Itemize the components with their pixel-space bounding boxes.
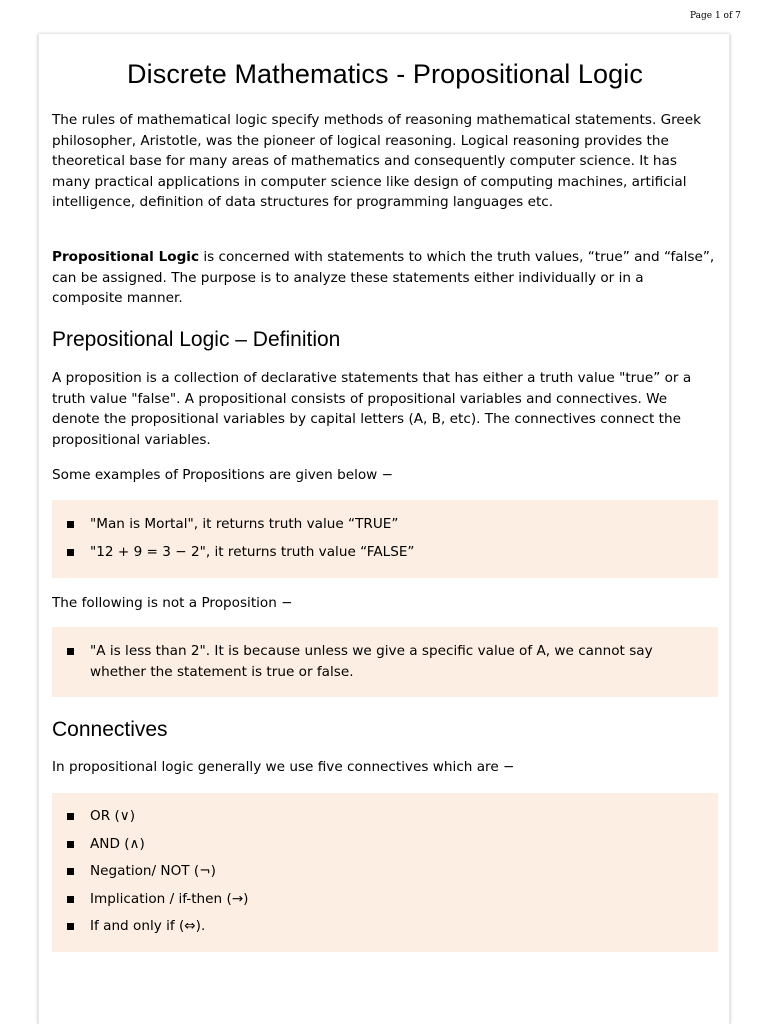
propositional-logic-paragraph xyxy=(52,247,718,309)
list-item: Implication / if-then (→) xyxy=(52,889,718,910)
connectives-intro: In propositional logic generally we use five connectives which are − xyxy=(52,759,515,775)
list-item: AND (∧) xyxy=(52,834,718,855)
definition-heading: Prepositional Logic – Definition xyxy=(52,328,341,351)
connectives-heading: Connectives xyxy=(52,718,168,741)
propositional-logic-text: is concerned with statements to which the truth values, “true” and “false”, can be assigned. The purpose is to analyze these statements either individually or in a composite manner. xyxy=(52,249,715,306)
page-title: Discrete Mathematics - Propositional Logic xyxy=(127,59,643,89)
list-item: "Man is Mortal", it returns truth value “TRUE” xyxy=(52,514,718,535)
list-item: OR (∨) xyxy=(52,806,718,827)
intro-paragraph: The rules of mathematical logic specify methods of reasoning mathematical statements. Greek philosopher, Aristotle, was the pioneer of logical reasoning. Logical reasoning provides the theoretical base for many areas of mathematics and consequently computer science. It has many practical applications in computer science like design of computing machines, artificial intelligence, definition of data structures for programming languages etc. xyxy=(52,112,702,210)
propositional-logic-term: Propositional Logic xyxy=(52,249,200,265)
not-proposition-list xyxy=(52,627,718,682)
examples-intro: Some examples of Propositions are given below − xyxy=(52,467,393,483)
document-page xyxy=(38,34,730,1024)
connectives-list xyxy=(52,793,718,937)
list-item: "12 + 9 = 3 − 2", it returns truth value “FALSE” xyxy=(52,542,718,563)
list-item: "A is less than 2". It is because unless we give a specific value of A, we cannot say whether the statement is true or false. xyxy=(52,641,718,682)
not-proposition-box xyxy=(52,627,718,697)
examples-box xyxy=(52,500,718,578)
page-number: Page 1 of 7 xyxy=(690,11,741,21)
examples-list xyxy=(52,500,718,562)
list-item: If and only if (⇔). xyxy=(52,916,718,937)
not-proposition-intro: The following is not a Proposition − xyxy=(52,595,293,611)
list-item: Negation/ NOT (¬) xyxy=(52,861,718,882)
definition-paragraph: A proposition is a collection of declarative statements that has either a truth value "true” or a truth value "false". A propositional consists of propositional variables and connectives. We denote the propositional variables by capital letters (A, B, etc). The connectives connect the propositional variables. xyxy=(52,370,692,448)
connectives-box xyxy=(52,793,718,952)
